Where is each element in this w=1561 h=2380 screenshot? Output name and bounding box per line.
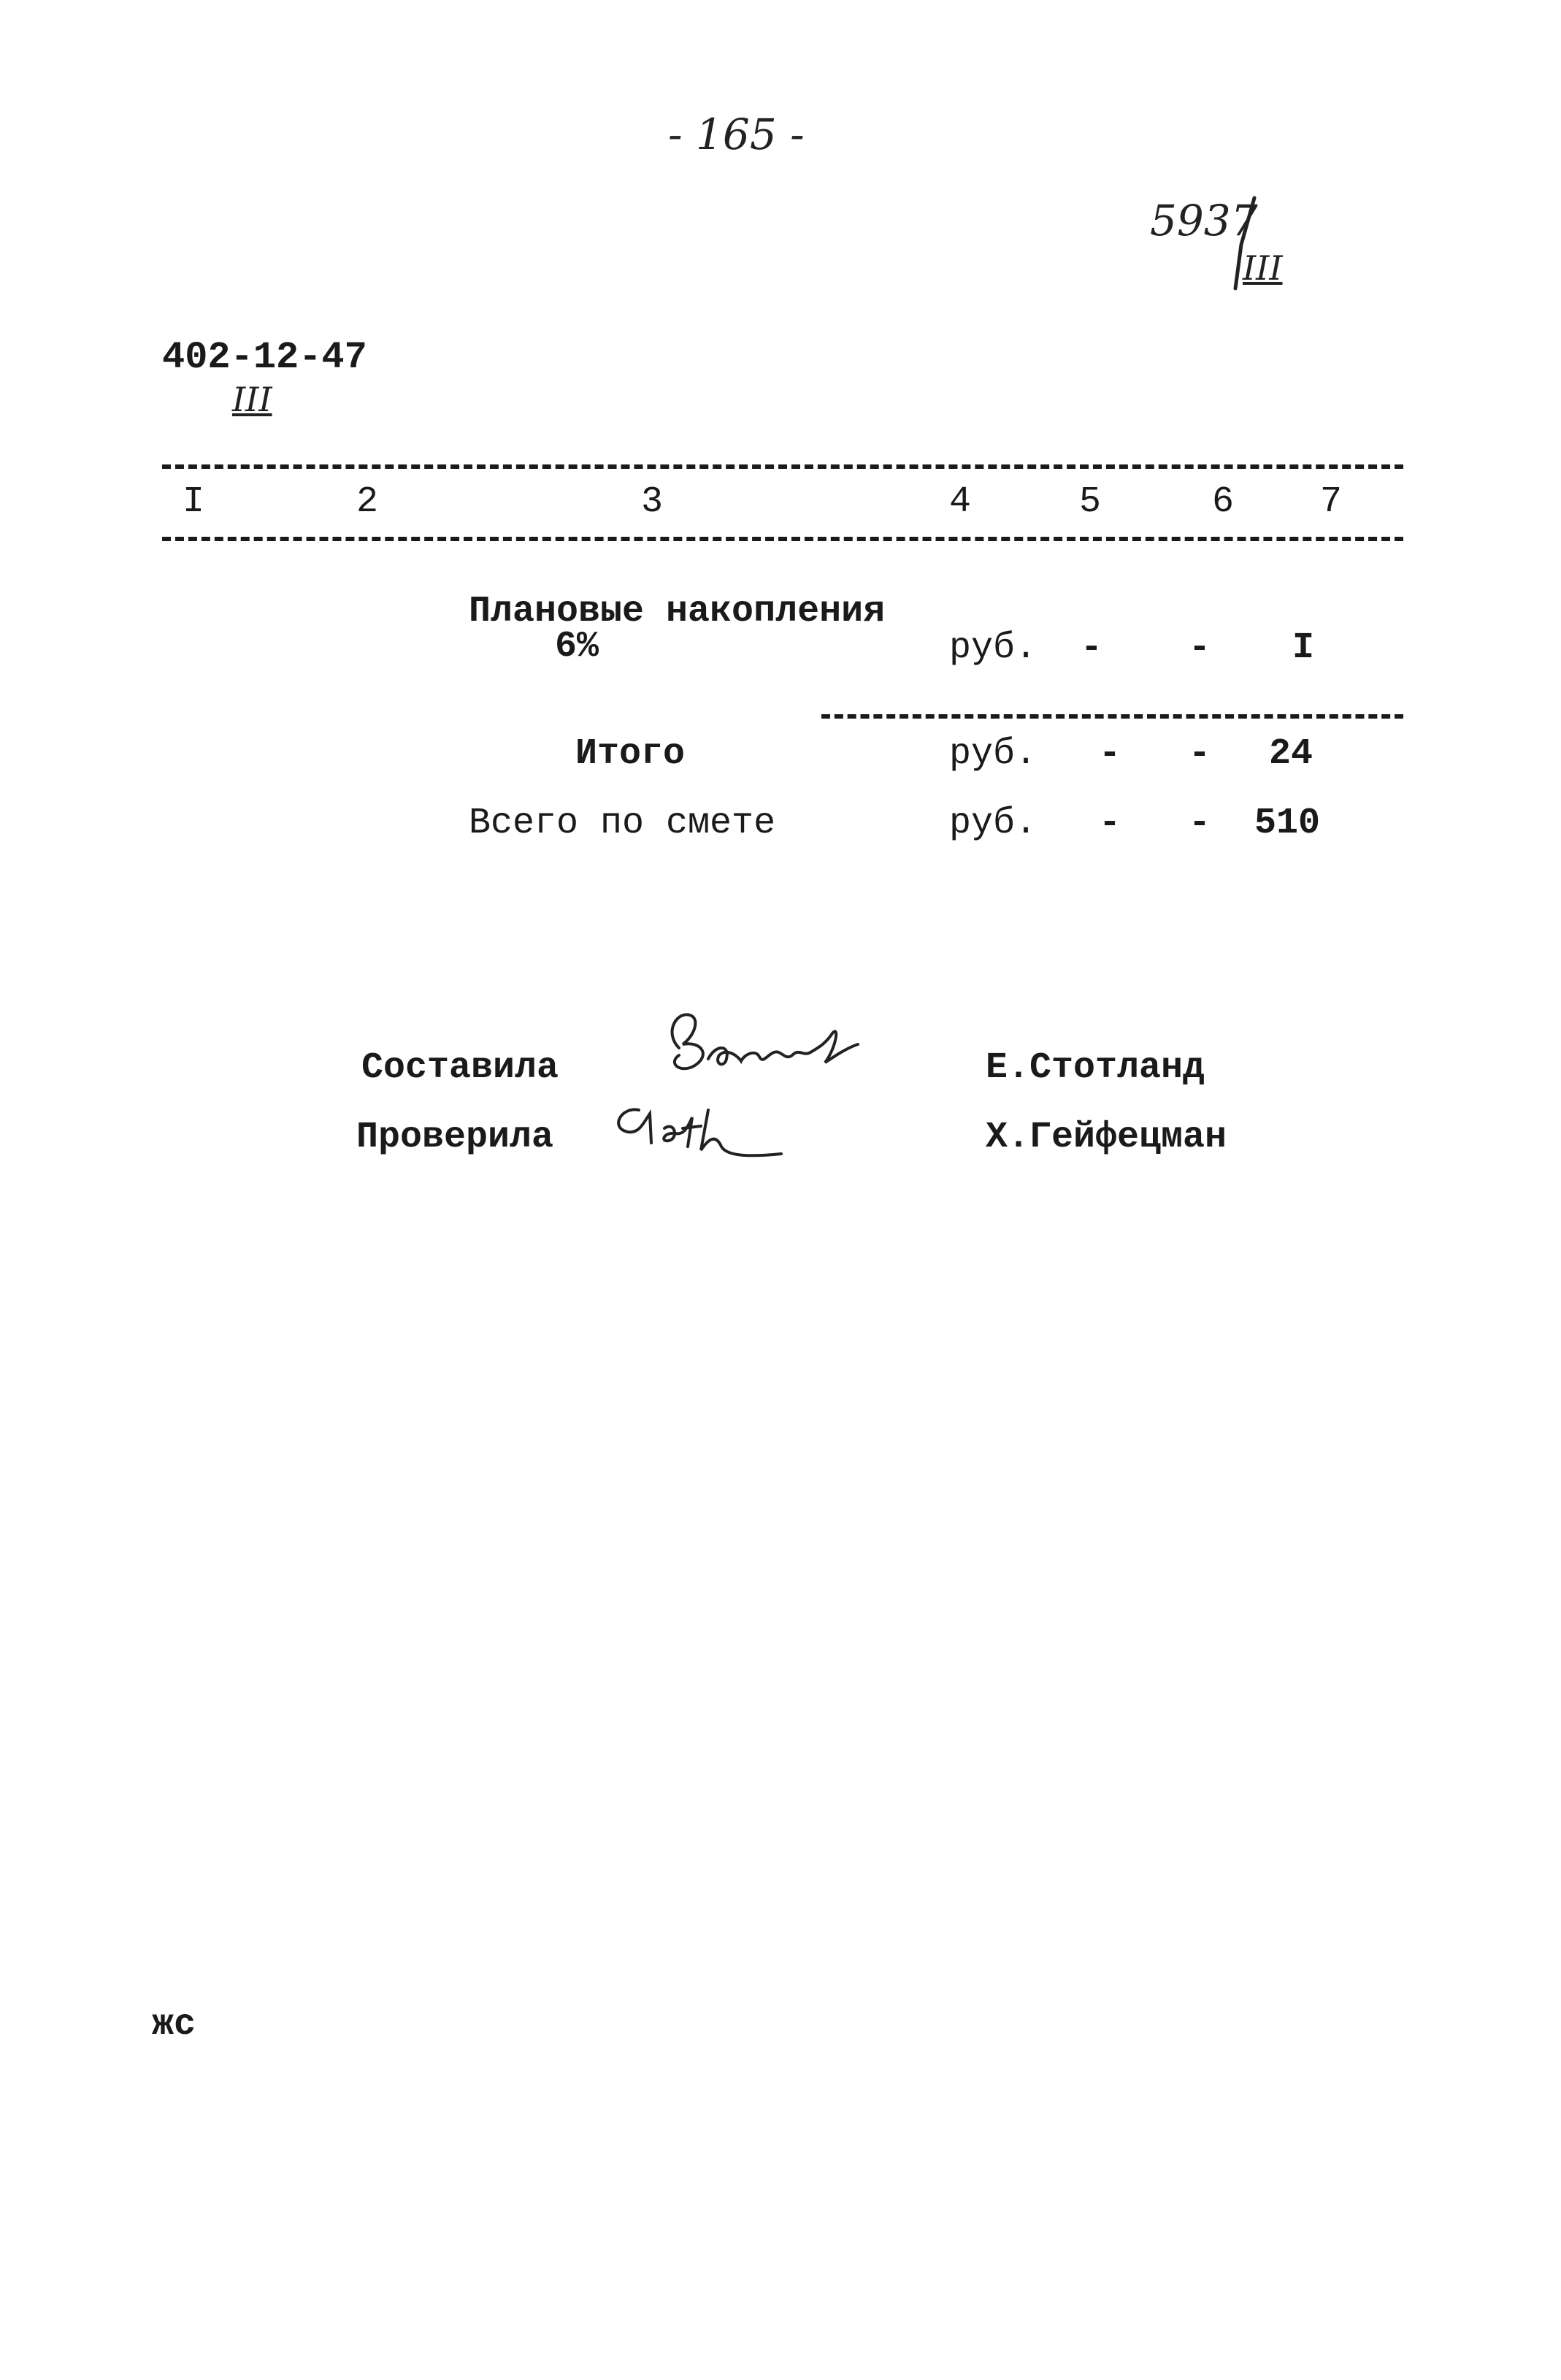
row-total-col6: -: [1189, 803, 1211, 844]
row-subtotal-col6: -: [1189, 733, 1211, 775]
row-planned-savings-col5: -: [1081, 627, 1103, 669]
row-subtotal-col7: 24: [1269, 733, 1313, 775]
col-header-1: I: [183, 481, 205, 523]
compiled-label: Составила: [361, 1047, 559, 1089]
row-planned-savings-col6: -: [1189, 627, 1211, 669]
col-header-5: 5: [1079, 481, 1102, 523]
col-header-3: 3: [641, 481, 664, 523]
checked-label: Проверила: [356, 1117, 554, 1158]
archive-mark-number: 5937: [1150, 196, 1258, 245]
checked-name: Х.Гейфецман: [986, 1117, 1227, 1158]
row-planned-savings-name: Плановые накопления: [469, 591, 886, 632]
subtotal-rule: [821, 714, 1403, 719]
col-header-6: 6: [1212, 481, 1235, 523]
row-planned-savings-unit: руб.: [949, 627, 1038, 669]
table-top-rule: [162, 464, 1403, 469]
doc-code: 402-12-47: [162, 336, 367, 379]
col-header-4: 4: [949, 481, 972, 523]
row-total-col7: 510: [1254, 803, 1321, 844]
page-number: - 165 -: [668, 110, 805, 159]
row-planned-savings-percent: 6%: [555, 626, 599, 667]
row-total-col5: -: [1099, 803, 1121, 844]
footer-mark: жс: [152, 2004, 196, 2046]
archive-mark-roman: III: [1243, 248, 1283, 288]
col-header-2: 2: [356, 481, 379, 523]
col-header-7: 7: [1320, 481, 1343, 523]
row-subtotal-col5: -: [1099, 733, 1121, 775]
row-total-name: Всего по смете: [469, 803, 776, 844]
row-total-unit: руб.: [949, 803, 1038, 844]
compiled-signature-icon: [657, 1004, 876, 1092]
row-planned-savings-col7: I: [1292, 627, 1315, 669]
row-subtotal-unit: руб.: [949, 733, 1038, 775]
compiled-name: Е.Стотланд: [986, 1047, 1205, 1089]
doc-code-roman: III: [232, 380, 272, 419]
checked-signature-icon: [606, 1088, 796, 1176]
table-header-rule: [162, 537, 1403, 541]
row-subtotal-name: Итого: [575, 733, 686, 775]
